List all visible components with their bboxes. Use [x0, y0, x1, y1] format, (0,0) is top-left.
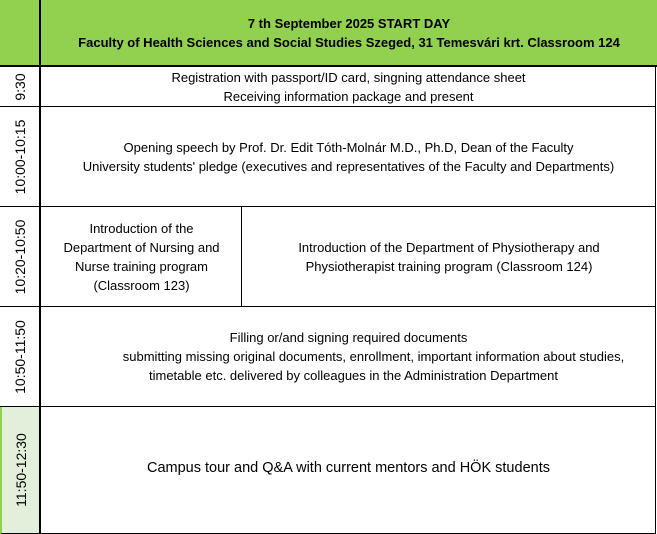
agenda-text: (Classroom 123) [93, 277, 190, 293]
agenda-text: University students' pledge (executives and representatives of the Faculty and Departments) [82, 158, 615, 174]
agenda-text: Introduction of the Department of Physiotherapy and [298, 239, 600, 255]
agenda-item-physiotherapy [242, 207, 656, 307]
agenda-text: Registration with passport/ID card, singning attendance sheet [171, 69, 526, 85]
corner-cell [0, 0, 41, 67]
time-cell [0, 407, 41, 534]
agenda-item-nursing [41, 207, 242, 307]
header-location: Faculty of Health Sciences and Social Studies Szeged, 31 Temesvári krt. Classroom 124 [78, 34, 620, 50]
agenda-text: Receiving information package and present [223, 88, 474, 104]
agenda-text: Physiotherapist training program (Classroom 124) [305, 258, 593, 274]
header-date: 7 th September 2025 START DAY [247, 15, 451, 31]
agenda-text: submitting missing original documents, enrollment, important information about studies, [122, 349, 625, 364]
time-cell [0, 307, 41, 407]
agenda-text: Filling or/and signing required documents [229, 330, 468, 345]
agenda-text: Campus tour and Q&A with current mentors and HÖK students [147, 459, 550, 476]
time-label: 11:50-12:30 [12, 433, 29, 507]
time-label: 10:00-10:15 [11, 119, 28, 194]
schedule-header [41, 0, 657, 67]
agenda-item-documents [41, 307, 656, 407]
time-label: 10:20-10:50 [11, 219, 28, 294]
agenda-text: Opening speech by Prof. Dr. Edit Tóth-Molnár M.D., Ph.D, Dean of the Faculty [123, 139, 574, 155]
agenda-item-campus-tour [41, 407, 656, 534]
time-cell [0, 107, 41, 207]
time-cell [0, 207, 41, 307]
agenda-text: Introduction of the [89, 220, 194, 236]
time-label: 9:30 [11, 72, 28, 101]
time-cell [0, 67, 41, 107]
table-right-border [655, 67, 656, 534]
agenda-text: timetable etc. delivered by colleagues in the Administration Department [149, 368, 558, 383]
agenda-text: Department of Nursing and [63, 239, 220, 255]
agenda-text: Nurse training program [75, 258, 208, 274]
agenda-item-registration [41, 67, 656, 107]
agenda-item-opening [41, 107, 656, 207]
time-label: 10:50-11:50 [11, 319, 28, 394]
